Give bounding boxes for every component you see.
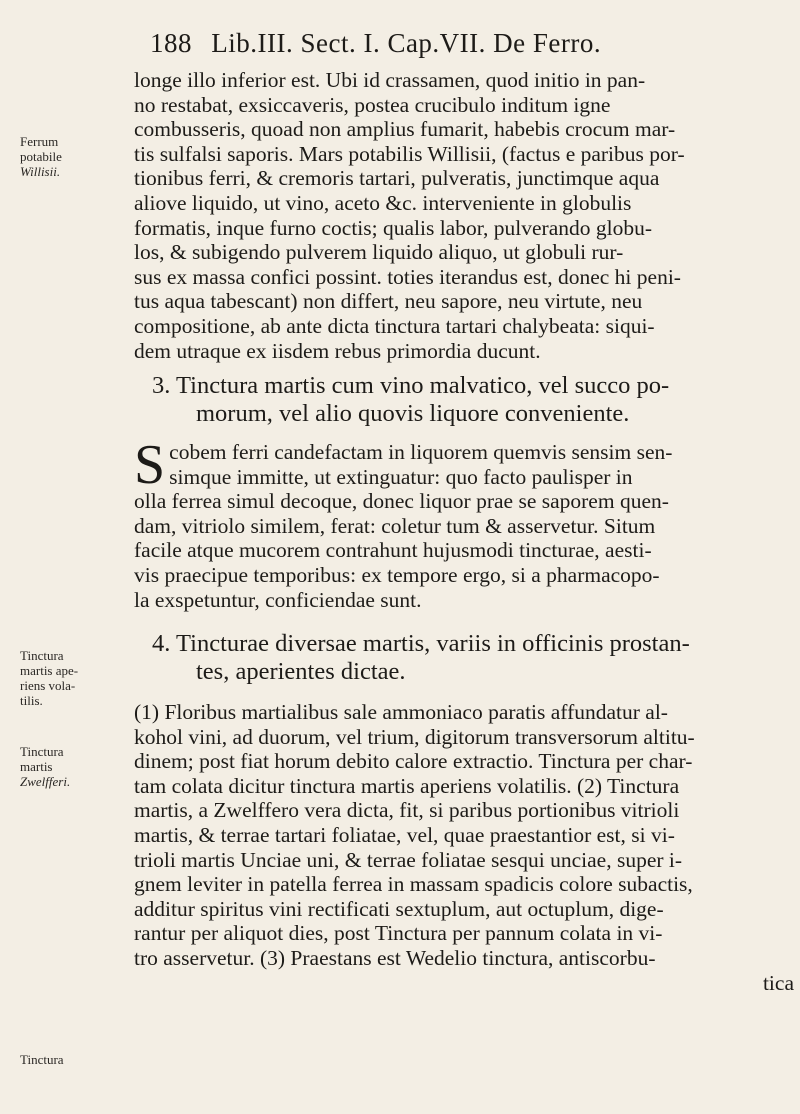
text-line: rantur per aliquot dies, post Tinctura per pannum colata in vi-	[134, 921, 663, 946]
margin-note-line: martis ape-	[20, 663, 79, 678]
heading-line: tes, aperientes dictae.	[196, 658, 406, 685]
margin-note-line: Willisii.	[20, 164, 61, 179]
margin-note-line: tilis.	[20, 693, 43, 708]
text-line: combusseris, quoad non amplius fumarit, habebis crocum mar-	[134, 117, 676, 142]
text-line: la exspetuntur, conficiendae sunt.	[134, 587, 422, 612]
text-line: compositione, ab ante dicta tinctura tartari chalybeata: siqui-	[134, 313, 655, 338]
section-heading-4	[134, 630, 794, 686]
text-line: los, & subigendo pulverem liquido aliquo, ut globuli rur-	[134, 240, 624, 265]
text-line: additur spiritus vini rectificati sextuplum, aut octuplum, dige-	[134, 896, 664, 921]
margin-note-line: martis	[20, 759, 53, 774]
text-line: facile atque mucorem contrahunt hujusmodi tincturae, aesti-	[134, 538, 652, 563]
margin-note-line: Tinctura	[20, 648, 64, 663]
text-line: no restabat, exsiccaveris, postea crucibulo inditum igne	[134, 92, 611, 117]
margin-note-line: Tinctura	[20, 1052, 64, 1067]
running-title: Lib.III. Sect. I. Cap.VII. De Ferro.	[211, 28, 602, 58]
text-line: tam colata dicitur tinctura martis aperiens volatilis. (2) Tinctura	[134, 773, 680, 798]
text-line: olla ferrea simul decoque, donec liquor prae se saporem quen-	[134, 489, 669, 514]
margin-note-tinctura-aperiens	[20, 648, 120, 708]
margin-note-line: riens vola-	[20, 678, 76, 693]
running-header	[150, 28, 790, 59]
margin-note-line: Tinctura	[20, 744, 64, 759]
paragraph-scobem-ferri	[134, 434, 794, 612]
text-line: dinem; post fiat horum debito calore extractio. Tinctura per char-	[134, 749, 693, 774]
text-line: formatis, inque furno coctis; qualis labor, pulverando globu-	[134, 215, 653, 240]
heading-line: 4. Tincturae diversae martis, variis in officinis prostan-	[152, 630, 690, 657]
text-line: sus ex massa confici possint. toties iterandus est, donec hi peni-	[134, 264, 681, 289]
text-line: (1) Floribus martialibus sale ammoniaco paratis affundatur al-	[134, 700, 668, 724]
text-line: longe illo inferior est. Ubi id crassamen, quod initio in pan-	[134, 68, 646, 92]
margin-note-line: Zwelfferi.	[20, 774, 71, 789]
heading-line: morum, vel alio quovis liquore conveniente.	[196, 400, 630, 427]
text-line: dem utraque ex iisdem rebus primordia ducunt.	[134, 338, 541, 363]
catchword: tica	[762, 970, 794, 995]
text-line: tus aqua tabescant) non differt, neu sapore, neu virtute, neu	[134, 289, 643, 314]
margin-note-line: Ferrum	[20, 134, 59, 149]
drop-cap: S	[134, 434, 166, 496]
text-line: simque immitte, ut extinguatur: quo facto paulisper in	[169, 464, 633, 489]
text-line: tionibus ferri, & cremoris tartari, pulveratis, junctimque aqua	[134, 166, 660, 191]
paragraph-tincturae-diversae	[134, 700, 794, 995]
text-line: dam, vitriolo similem, ferat: coletur tum & asservetur. Situm	[134, 513, 656, 538]
section-heading-3	[134, 372, 794, 428]
text-line: martis, & terrae tartari foliatae, vel, quae praestantior est, si vi-	[134, 822, 675, 847]
heading-line: 3. Tinctura martis cum vino malvatico, vel succo po-	[152, 372, 670, 399]
text-line: kohol vini, ad duorum, vel trium, digitorum transversorum altitu-	[134, 724, 695, 749]
paragraph-mars-potabilis	[134, 68, 794, 363]
text-line: aliove liquido, ut vino, aceto &c. interveniente in globulis	[134, 190, 632, 215]
page-number: 188	[150, 28, 192, 58]
text-line: gnem leviter in patella ferrea in massam spadicis colore subactis,	[134, 872, 693, 897]
text-line: vis praecipue temporibus: ex tempore ergo, si a pharmacopo-	[134, 562, 660, 587]
text-line: tro asservetur. (3) Praestans est Wedelio tinctura, antiscorbu-	[134, 945, 656, 970]
margin-note-line: potabile	[20, 149, 62, 164]
margin-note-tinctura-zwelfferi	[20, 744, 120, 789]
text-line: cobem ferri candefactam in liquorem quemvis sensim sen-	[169, 440, 673, 464]
margin-note-ferrum-potabile	[20, 134, 120, 179]
text-line: trioli martis Unciae uni, & terrae foliatae sesqui unciae, super i-	[134, 847, 683, 872]
text-line: martis, a Zwelffero vera dicta, fit, si paribus portionibus vitrioli	[134, 798, 680, 823]
margin-note-tinctura	[20, 1052, 120, 1067]
text-line: tis sulfalsi saporis. Mars potabilis Willisii, (factus e paribus por-	[134, 141, 685, 166]
